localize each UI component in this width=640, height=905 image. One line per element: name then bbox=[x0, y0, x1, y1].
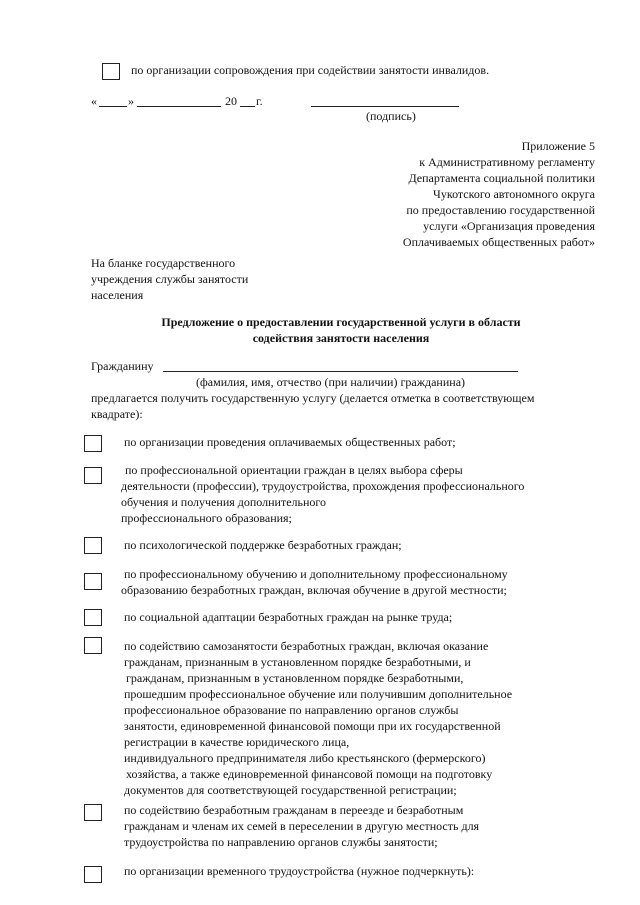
letterhead-line: На бланке государственного bbox=[91, 256, 236, 270]
date-year-suffix: г. bbox=[256, 94, 263, 108]
service-vocational-training-label: по профессиональному обучению и дополнительному профессиональному образованию безработных граждан, включая обучение в другой местности; bbox=[121, 567, 508, 597]
service-career-guidance-label: по профессиональной ориентации граждан в целях выбора сферы деятельности (профессии), трудоустройства, прохождения профессионального обучения и получения дополнительного профессионального образования; bbox=[121, 463, 525, 525]
checkbox-temporary-employment[interactable] bbox=[84, 866, 102, 883]
checkbox-psychological-support[interactable] bbox=[84, 537, 102, 554]
appendix-line: Приложение 5 bbox=[521, 139, 595, 153]
service-social-adaptation-label: по социальной адаптации безработных граждан на рынке труда; bbox=[124, 610, 453, 624]
appendix-line: по предоставлению государственной bbox=[406, 203, 595, 217]
signature-label: (подпись) bbox=[366, 109, 416, 123]
checkbox-disabled-support[interactable] bbox=[102, 63, 120, 80]
checkbox-career-guidance[interactable] bbox=[84, 467, 102, 484]
date-open-quote: « bbox=[91, 94, 97, 108]
citizen-label: Гражданину bbox=[91, 359, 154, 373]
appendix-line: Чукотского автономного округа bbox=[433, 187, 595, 201]
date-year-field[interactable] bbox=[240, 106, 255, 107]
date-day-field[interactable] bbox=[99, 106, 127, 107]
appendix-line: Департамента социальной политики bbox=[408, 171, 595, 185]
service-temporary-employment-label: по организации временного трудоустройства (нужное подчеркнуть): bbox=[124, 864, 475, 878]
title-line: содействия занятости населения bbox=[252, 331, 430, 345]
title-line: Предложение о предоставлении государственной услуги в области bbox=[161, 315, 521, 329]
checkbox-social-adaptation[interactable] bbox=[84, 609, 102, 626]
date-month-field[interactable] bbox=[137, 106, 221, 107]
checkbox-relocation[interactable] bbox=[84, 804, 102, 821]
service-public-works-label: по организации проведения оплачиваемых общественных работ; bbox=[124, 435, 456, 449]
citizen-name-field[interactable] bbox=[163, 371, 518, 372]
service-disabled-support-label: по организации сопровождения при содействии занятости инвалидов. bbox=[131, 63, 490, 77]
intro-line: квадрате): bbox=[91, 407, 143, 421]
service-relocation-label: по содействию безработным гражданам в переезде и безработным гражданам и членам их семей в переселении в другую местность для трудоустройства по направлению органов службы занятости; bbox=[124, 803, 480, 849]
signature-field[interactable] bbox=[311, 106, 459, 107]
service-self-employment-label: по содействию самозанятости безработных граждан, включая оказание гражданам, признанным в установленном порядке безработными, и гражданам, признанным в установленном порядке безработными, прошедшим профессиональное обучение или получившим дополнительное профессиональное образование по направлению органов службы занятости, единовременной финансовой помощи при их государственной регистрации в качестве юридического лица, индивидуального предпринимателя либо крестьянского (фермерского) хозяйства, а также единовременной финансовой помощи на подготовку документов для соответствующей государственной регистрации; bbox=[124, 639, 513, 797]
checkbox-public-works[interactable] bbox=[84, 435, 102, 452]
appendix-line: к Административному регламенту bbox=[419, 155, 595, 169]
intro-line: предлагается получить государственную услугу (делается отметка в соответствующем bbox=[91, 391, 535, 405]
letterhead-line: населения bbox=[91, 288, 144, 302]
date-year-prefix: 20 bbox=[225, 94, 237, 108]
checkbox-vocational-training[interactable] bbox=[84, 573, 102, 590]
intro-text bbox=[91, 390, 534, 422]
letterhead-note bbox=[91, 255, 248, 303]
checkbox-self-employment[interactable] bbox=[84, 637, 102, 654]
appendix-line: Оплачиваемых общественных работ» bbox=[402, 235, 595, 249]
service-psychological-support-label: по психологической поддержке безработных граждан; bbox=[124, 538, 402, 552]
citizen-hint: (фамилия, имя, отчество (при наличии) гражданина) bbox=[196, 375, 466, 389]
date-close-quote: » bbox=[128, 94, 134, 108]
document-title bbox=[91, 314, 591, 346]
letterhead-line: учреждения службы занятости bbox=[91, 272, 249, 286]
appendix-block bbox=[295, 138, 595, 250]
appendix-line: услуги «Организация проведения bbox=[423, 219, 595, 233]
